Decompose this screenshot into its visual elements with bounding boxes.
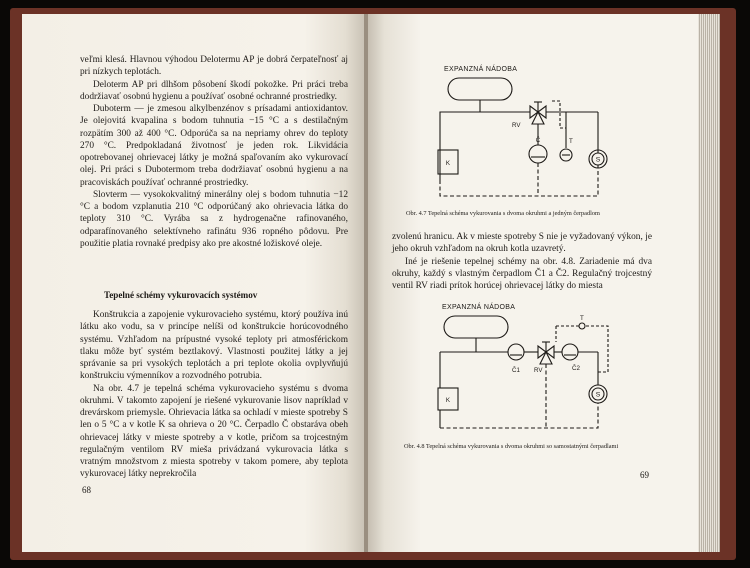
paragraph: Duboterm — je zmesou alkylbenzénov s prísadami antioxidantov. Je olejovitá kvapalina s bodom tuhnutia −15 °C a s destilačným rozpätím 300 až 400 °C. Odporúča sa na nepriamy ohrev do teploty 270 °C. Predpokladaná životnosť je jeden rok. Likvidácia opotrebovanej ohrievacej látky je možná spaľovaním ako vykurovací olej. Pri práci s Dubotermom treba dodržiavať osobnú hygienu a na pracoviskách používať ochranné prostriedky.	[80, 104, 348, 188]
figure-caption-4-7: Obr. 4.7 Tepelná schéma vykurovania s dvoma okruhmi a jedným čerpadlom	[406, 210, 600, 217]
label-s: S	[595, 391, 601, 399]
page-number-right: 69	[640, 470, 649, 480]
label-pump1: Č1	[512, 367, 520, 374]
paragraph: zvolenú hranicu. Ak v mieste spotreby S nie je vyžadovaný výkon, je jeho okruh vzhľadom na okruh kotla uzavretý.	[392, 232, 652, 255]
label-t: T	[569, 138, 573, 145]
paragraph: Deloterm AP pri dlhšom pôsobení škodí pokožke. Pri práci treba dodržiavať osobnú hygienu a používať osobné ochranné prostriedky.	[80, 79, 348, 102]
section-heading: Tepelné schémy vykurovacích systémov	[104, 290, 258, 300]
label-pump: Č	[535, 137, 541, 144]
paragraph: Slovterm — vysokokvalitný minerálny olej s bodom tuhnutia −12 °C a bodom vzplanutia 210 °C odporúčaný ako ohrievacia látka do teploty 310 °C. Vyrába sa z hydrogenačne rafinovaného, odparafínovaného selektívneho rafinátu 936 ropného pôdovu. Pre použitie platia rovnaké predpisy ako pre akostné ložiskové oleje.	[80, 189, 348, 249]
label-k: K	[445, 160, 451, 167]
figure-caption-4-8: Obr. 4.8 Tepelná schéma vykurovania s dvoma okruhmi so samostatnými čerpadlami	[404, 443, 619, 450]
paragraph: Na obr. 4.7 je tepelná schéma vykurovacieho systému s dvoma okruhmi. V takomto zapojení je riešené vykurovanie lisov napríklad v drevárskom priemysle. Ohrievacia látka sa ochladí v mieste spotreby S len o 5 °C a v kotle K sa ohrieva o 20 °C. Čerpadlo Č obstaráva obeh ohrievacej látky v mieste spotreby a v kotle, pričom sa trojcestným regulačným ventilom RV mieša privádzaná vykurovacia látka s vratným množstvom z miesta spotreby v takom pomere, aby teplota vykurovacej látky neprekročila	[80, 383, 348, 480]
label-pump2: Č2	[572, 365, 580, 372]
paragraph: Konštrukcia a zapojenie vykurovacieho systému, ktorý používa inú látku ako vodu, sa v princípe nelíši od konštrukcie horúcovodného systému. Vzhľadom na prípustné vysoké teploty pri atmosférickom tlaku môže byť systém beztlakový. Vlastnosti použitej látky a jej správanie sa pri vysokých teplotách a pri teplote okolia ovplyvňujú konštrukciu výmenníkov a rozvodného potrubia.	[80, 310, 348, 382]
label-rv: RV	[512, 122, 521, 129]
label-s: S	[595, 156, 601, 164]
diagram1-title: EXPANZNÁ NÁDOBA	[444, 66, 518, 73]
paragraph: veľmi klesá. Hlavnou výhodou Delotermu AP je dobrá čerpateľnosť aj pri nízkych teplotách.	[80, 55, 348, 78]
page-edges	[698, 14, 720, 552]
diagram2-title: EXPANZNÁ NÁDOBA	[442, 304, 516, 311]
paragraph: Iné je riešenie tepelnej schémy na obr. 4.8. Zariadenie má dva okruhy, každý s vlastným čerpadlom Č1 a Č2. Regulačný trojcestný ventil RV riadi prítok horúcej ohrievacej látky do miesta	[392, 256, 652, 291]
label-rv: RV	[534, 367, 543, 374]
label-k: K	[445, 397, 451, 404]
page-number-left: 68	[82, 485, 91, 495]
label-t: T	[580, 315, 584, 322]
